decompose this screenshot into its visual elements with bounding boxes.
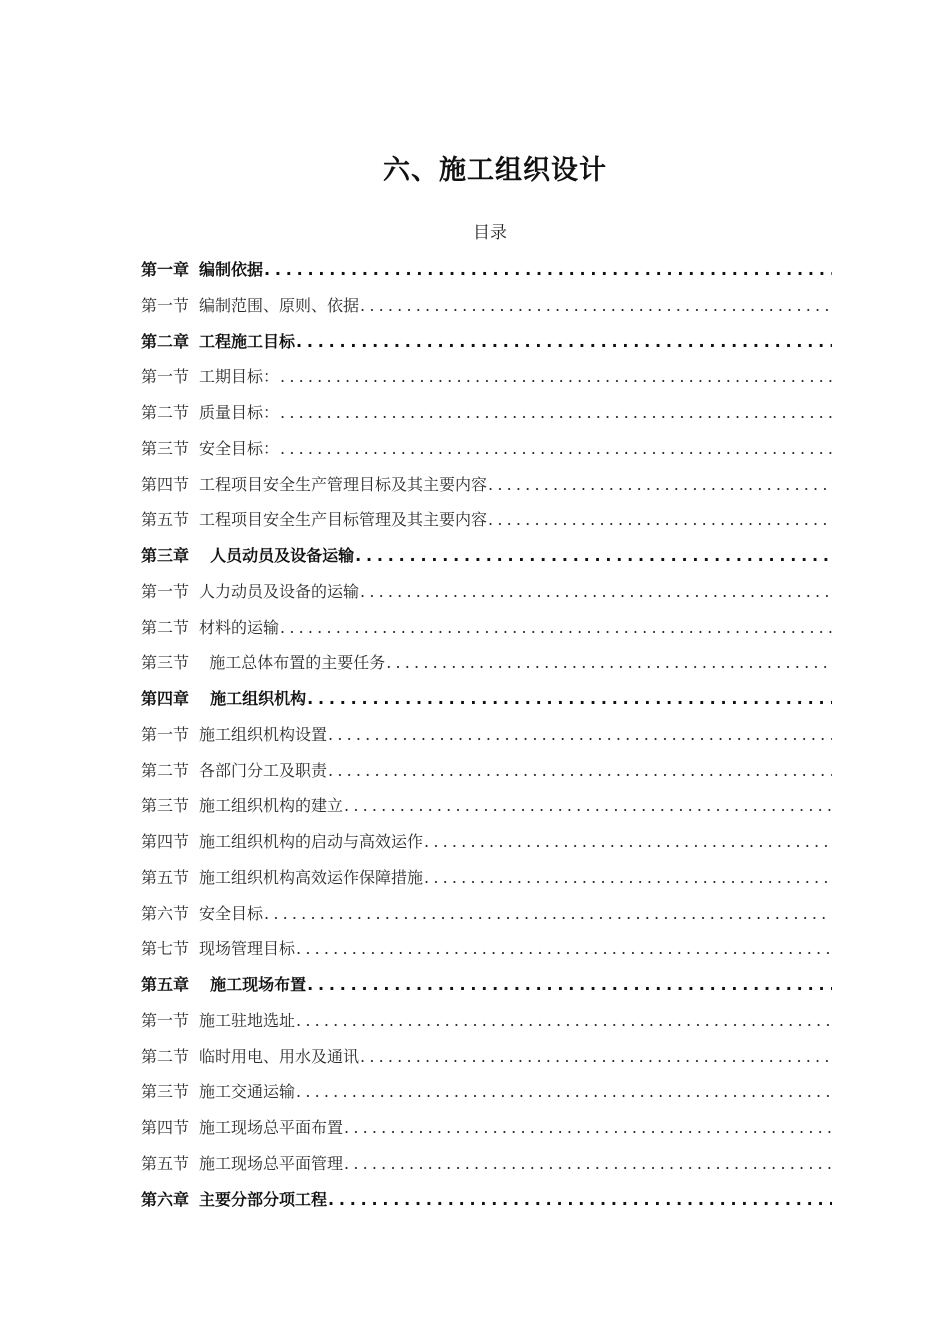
toc-section-entry[interactable] <box>141 395 832 431</box>
toc-entry-title: 材料的运输 <box>199 617 280 637</box>
toc-entry-number: 第六节 <box>141 903 190 923</box>
toc-entry-label <box>141 967 306 1003</box>
toc-entry-title: 施工组织机构设置 <box>199 724 328 744</box>
toc-entry-label <box>141 395 279 431</box>
toc-entry-label <box>141 324 295 360</box>
toc-dot-leader <box>328 753 832 789</box>
toc-entry-label <box>141 860 423 896</box>
toc-entry-number: 第一节 <box>141 581 190 601</box>
toc-section-entry[interactable] <box>141 1146 832 1182</box>
toc-section-entry[interactable] <box>141 753 832 789</box>
toc-dot-leader <box>328 717 832 753</box>
toc-entry-title: 工程项目安全生产目标管理及其主要内容 <box>199 510 488 530</box>
toc-entry-title: 现场管理目标 <box>199 939 296 959</box>
toc-section-entry[interactable] <box>141 467 832 503</box>
toc-chapter-entry[interactable] <box>141 252 832 288</box>
toc-section-entry[interactable] <box>141 359 832 395</box>
toc-entry-title: 施工现场布置 <box>199 975 307 994</box>
toc-entry-title: 施工现场总平面布置 <box>199 1118 344 1137</box>
toc-entry-number: 第四节 <box>141 1118 190 1137</box>
toc-entry-title: 施工现场总平面管理 <box>199 1153 344 1173</box>
toc-entry-label <box>141 538 354 574</box>
toc-entry-label <box>141 896 263 932</box>
toc-dot-leader <box>280 359 832 395</box>
toc-entry-label <box>141 931 295 967</box>
toc-section-entry[interactable] <box>141 788 832 824</box>
toc-entry-title: 工程施工目标 <box>199 331 296 351</box>
toc-entry-number: 第三节 <box>141 1082 190 1102</box>
toc-section-entry[interactable] <box>141 860 832 896</box>
toc-entry-label <box>141 1003 295 1039</box>
toc-dot-leader <box>360 574 832 610</box>
toc-section-entry[interactable] <box>141 1003 832 1039</box>
toc-entry-number: 第六章 <box>141 1189 190 1209</box>
toc-entry-label <box>141 1110 343 1146</box>
toc-entry-number: 第四节 <box>141 474 190 494</box>
toc-entry-title: 施工组织机构 <box>199 689 307 708</box>
toc-heading: 目录 <box>473 223 507 243</box>
toc-dot-leader <box>307 681 832 717</box>
toc-entry-number: 第一节 <box>141 295 190 315</box>
toc-section-entry[interactable] <box>141 610 832 646</box>
toc-entry-number: 第二节 <box>141 617 190 637</box>
toc-entry-label <box>141 717 327 753</box>
toc-section-entry[interactable] <box>141 288 832 324</box>
toc-entry-title: 编制范围、原则、依据 <box>199 295 360 315</box>
toc-entry-label <box>141 610 279 646</box>
toc-entry-number: 第一节 <box>141 724 190 744</box>
toc-entry-title: 施工交通运输 <box>199 1082 296 1102</box>
toc-entry-number: 第五节 <box>141 510 190 530</box>
toc-entry-number: 第五章 <box>141 975 190 994</box>
toc-section-entry[interactable] <box>141 717 832 753</box>
toc-entry-label <box>141 1182 327 1218</box>
toc-dot-leader <box>360 1039 832 1075</box>
toc-entry-number: 第三节 <box>141 653 190 673</box>
toc-entry-title: 安全目标： <box>199 438 280 458</box>
toc-entry-number: 第四节 <box>141 832 190 851</box>
toc-entry-label <box>141 824 423 860</box>
toc-entry-title: 人力动员及设备的运输 <box>199 581 360 601</box>
toc-dot-leader <box>264 252 832 288</box>
toc-entry-number: 第三节 <box>141 438 190 458</box>
toc-dot-leader <box>386 645 832 681</box>
toc-dot-leader <box>424 824 832 860</box>
toc-dot-leader <box>296 931 832 967</box>
toc-entry-title: 施工组织机构高效运作保障措施 <box>199 867 424 887</box>
toc-entry-number: 第二节 <box>141 1046 190 1066</box>
toc-entry-label <box>141 645 385 681</box>
toc-dot-leader <box>296 1074 832 1110</box>
toc-dot-leader <box>280 610 832 646</box>
toc-entry-number: 第四章 <box>141 689 190 708</box>
toc-entry-label <box>141 1039 359 1075</box>
toc-dot-leader <box>296 324 832 360</box>
toc-entry-label <box>141 681 306 717</box>
toc-entry-label <box>141 431 279 467</box>
toc-entry-title: 质量目标： <box>199 403 280 422</box>
toc-dot-leader <box>328 1182 832 1218</box>
toc-dot-leader <box>344 1146 832 1182</box>
toc-chapter-entry[interactable] <box>141 324 832 360</box>
toc-dot-leader <box>488 502 832 538</box>
toc-entry-title: 安全目标 <box>199 903 264 923</box>
table-of-contents <box>141 252 832 1217</box>
toc-dot-leader <box>280 431 832 467</box>
toc-dot-leader <box>344 1110 832 1146</box>
toc-dot-leader <box>296 1003 832 1039</box>
toc-section-entry[interactable] <box>141 1074 832 1110</box>
toc-section-entry[interactable] <box>141 931 832 967</box>
toc-entry-number: 第二节 <box>141 403 190 422</box>
toc-dot-leader <box>360 288 832 324</box>
toc-entry-number: 第七节 <box>141 939 190 959</box>
toc-entry-number: 第三章 <box>141 546 190 565</box>
toc-entry-title: 各部门分工及职责 <box>199 760 328 780</box>
toc-dot-leader <box>307 967 832 1003</box>
toc-entry-title: 人员动员及设备运输 <box>199 546 355 565</box>
toc-entry-number: 第一章 <box>141 260 190 279</box>
toc-entry-label <box>141 288 359 324</box>
toc-entry-number: 第一节 <box>141 1010 190 1030</box>
toc-section-entry[interactable] <box>141 574 832 610</box>
toc-entry-title: 施工总体布置的主要任务 <box>199 653 386 673</box>
toc-entry-number: 第三节 <box>141 796 190 816</box>
toc-entry-label <box>141 359 279 395</box>
toc-section-entry[interactable] <box>141 645 832 681</box>
toc-dot-leader <box>355 538 832 574</box>
toc-entry-label <box>141 574 359 610</box>
toc-dot-leader <box>488 467 832 503</box>
toc-entry-title: 工程项目安全生产管理目标及其主要内容 <box>199 474 488 494</box>
toc-entry-label <box>141 252 263 288</box>
toc-entry-label <box>141 788 343 824</box>
toc-entry-label <box>141 753 327 789</box>
toc-entry-label <box>141 1146 343 1182</box>
toc-section-entry[interactable] <box>141 1110 832 1146</box>
toc-entry-label <box>141 467 487 503</box>
toc-entry-number: 第二章 <box>141 331 190 351</box>
toc-section-entry[interactable] <box>141 896 832 932</box>
toc-entry-title: 工期目标： <box>199 367 280 387</box>
toc-chapter-entry[interactable] <box>141 967 832 1003</box>
toc-entry-title: 主要分部分项工程 <box>199 1189 328 1209</box>
toc-section-entry[interactable] <box>141 502 832 538</box>
toc-chapter-entry[interactable] <box>141 681 832 717</box>
toc-dot-leader <box>424 860 832 896</box>
toc-entry-label <box>141 502 487 538</box>
toc-entry-label <box>141 1074 295 1110</box>
toc-dot-leader <box>264 896 832 932</box>
toc-chapter-entry[interactable] <box>141 1182 832 1218</box>
toc-entry-title: 临时用电、用水及通讯 <box>199 1046 360 1066</box>
toc-entry-title: 施工组织机构的启动与高效运作 <box>199 832 424 851</box>
toc-dot-leader <box>280 395 832 431</box>
toc-entry-title: 施工组织机构的建立 <box>199 796 344 816</box>
document-title: 六、施工组织设计 <box>383 155 607 186</box>
toc-section-entry[interactable] <box>141 1039 832 1075</box>
toc-chapter-entry[interactable] <box>141 538 832 574</box>
toc-section-entry[interactable] <box>141 824 832 860</box>
toc-entry-number: 第二节 <box>141 760 190 780</box>
toc-entry-number: 第五节 <box>141 1153 190 1173</box>
toc-entry-number: 第五节 <box>141 867 190 887</box>
toc-entry-number: 第一节 <box>141 367 190 387</box>
toc-dot-leader <box>344 788 832 824</box>
toc-section-entry[interactable] <box>141 431 832 467</box>
toc-entry-title: 施工驻地选址 <box>199 1010 296 1030</box>
toc-entry-title: 编制依据 <box>199 260 264 279</box>
